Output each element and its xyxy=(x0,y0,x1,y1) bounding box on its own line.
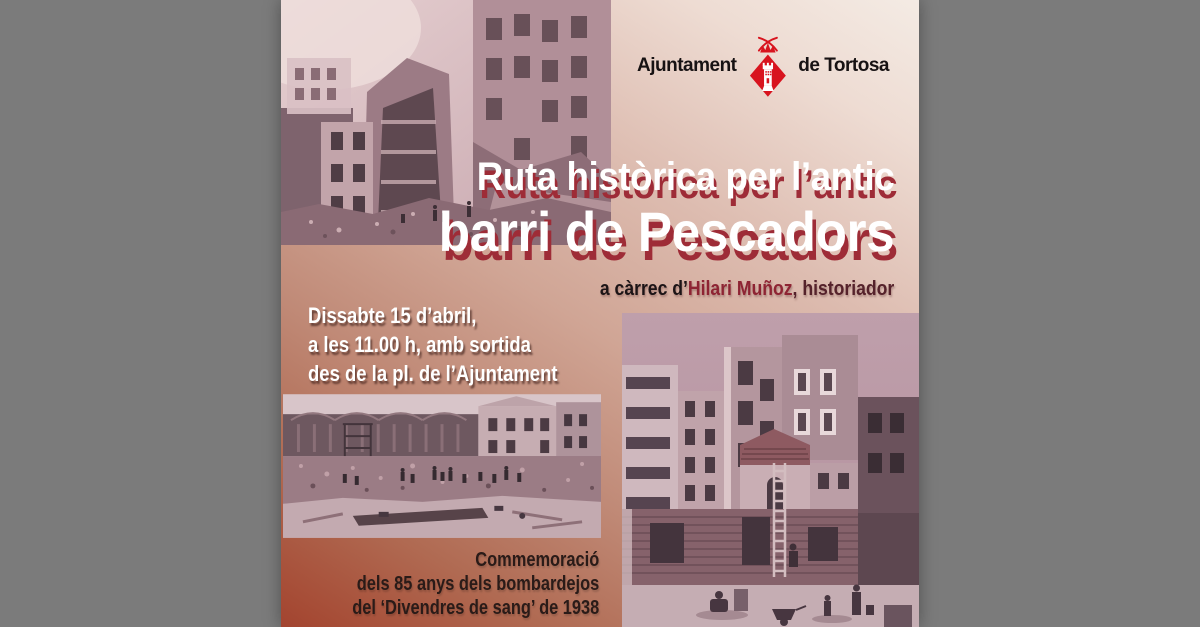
commemoration-line-3: del ‘Divendres de sang’ de 1938 xyxy=(351,597,599,619)
subtitle-speaker-name: Hilari Muñoz xyxy=(687,278,793,300)
title-line-1: Ruta històrica per l’antic xyxy=(476,155,894,199)
subtitle-suffix: , historiador xyxy=(792,278,894,300)
schedule-block xyxy=(308,301,558,388)
logo-text-left: Ajuntament xyxy=(637,55,737,76)
logo-text-right: de Tortosa xyxy=(798,55,889,76)
schedule-line-3: des de la pl. de l’Ajuntament xyxy=(308,361,558,386)
title-line-2: barri de Pescadors xyxy=(438,200,894,263)
photo-reconstruction-right xyxy=(622,313,919,627)
letterbox-left xyxy=(0,0,281,627)
photo-rubble-field-bottom-left xyxy=(283,394,601,538)
commemoration-line-2: dels 85 anys dels bombardejos xyxy=(356,573,599,595)
letterbox-right xyxy=(919,0,1200,627)
event-poster xyxy=(281,0,919,627)
ajuntament-tortosa-logo xyxy=(637,14,889,118)
commemoration-line-1: Commemoració xyxy=(475,549,599,571)
commemoration-block xyxy=(352,548,599,620)
schedule-line-1: Dissabte 15 d’abril, xyxy=(308,303,477,328)
subtitle-prefix: a càrrec d’ xyxy=(599,278,688,300)
subtitle xyxy=(458,276,894,302)
tortosa-coat-of-arms-icon xyxy=(748,16,788,116)
title-block xyxy=(399,153,894,302)
schedule-line-2: a les 11.00 h, amb sortida xyxy=(308,332,531,357)
